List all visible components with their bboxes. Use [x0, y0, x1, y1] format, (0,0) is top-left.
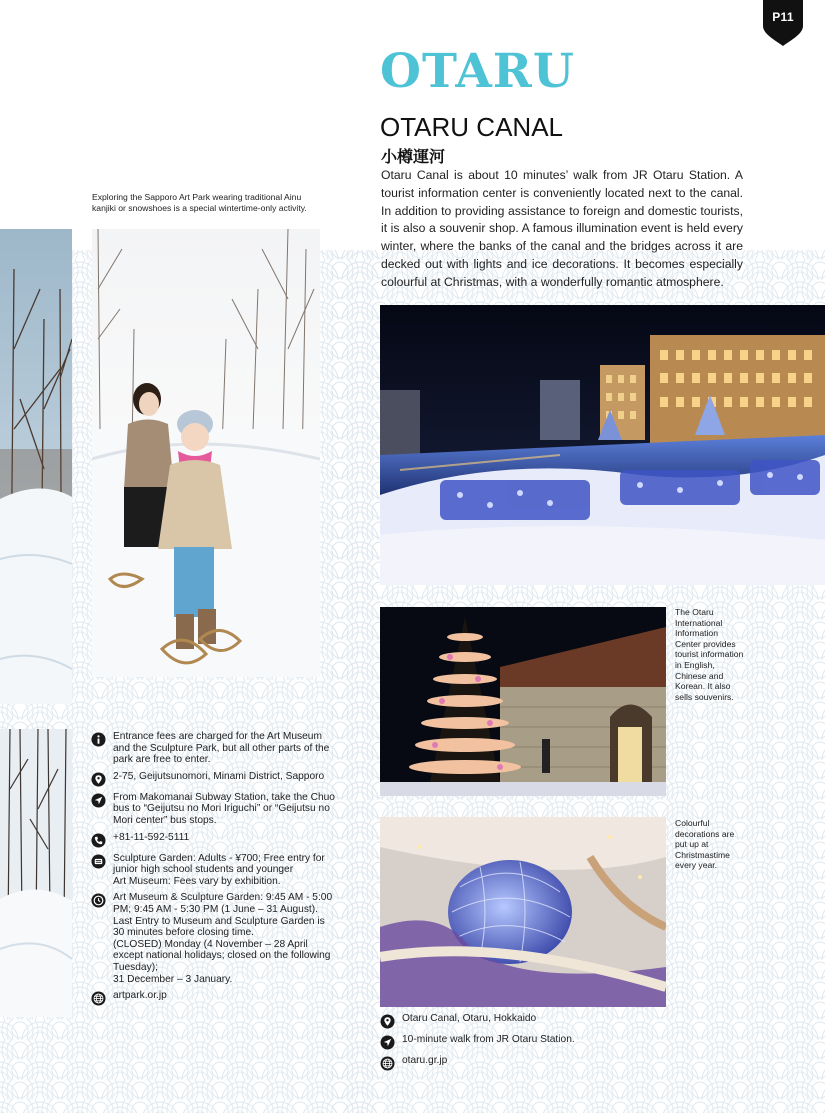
info-item: [380, 1034, 680, 1050]
globe-icon: [380, 1056, 395, 1071]
snowy-forest-photo: [0, 229, 72, 704]
info-item: [91, 771, 336, 787]
website-link[interactable]: otaru.gr.jp: [402, 1055, 448, 1066]
direction-arrow-icon: [91, 793, 106, 808]
access-text: 10-minute walk from JR Otaru Station.: [402, 1034, 575, 1045]
globe-icon: [91, 991, 106, 1006]
clock-icon: [91, 893, 106, 908]
city-title: OTARU: [380, 44, 575, 99]
snowshoe-walk-photo: [92, 229, 320, 677]
section-subtitle: 小樽運河: [381, 149, 446, 166]
location-pin-icon: [91, 772, 106, 787]
snowy-trees-photo: [0, 729, 72, 1017]
hours-text: Art Museum & Sculpture Garden: 9:45 AM - 5:00 PM; 9:45 AM - 5:30 PM (1 June – 31 August). Last Entry to Museum and Sculpture Garden is 30 minutes before closing time. (CLOSED) Monday (4 November – 28 April except national holidays; closed on the following Tuesday); 31 December – 3 January.: [113, 892, 333, 985]
page-number: P11: [772, 10, 794, 24]
website-link[interactable]: artpark.or.jp: [113, 990, 167, 1002]
fees-text: Sculpture Garden: Adults - ¥700; Free entry for junior high school students and younger Art Museum: Fees vary by exhibition.: [113, 852, 325, 887]
christmas-decorations-photo: [380, 817, 666, 1007]
address-text: 2-75, Geijutsunomori, Minami District, Sapporo: [113, 770, 325, 782]
location-pin-icon: [380, 1014, 395, 1029]
otaru-canal-night-photo: [380, 305, 825, 585]
intro-paragraph: Otaru Canal is about 10 minutes’ walk from JR Otaru Station. A tourist information center is conveniently located next to the canal. In addition to providing assistance to foreign and domestic tourists, it is also a souvenir shop. A famous illumination event is held every winter, where the banks of the canal and the bridges across it are decked out with lights and ice decorations. It becomes especially colourful at Christmas, with a wonderfully romantic atmosphere.: [381, 168, 743, 289]
phone-icon: [91, 833, 106, 848]
address-text: Otaru Canal, Otaru, Hokkaido: [402, 1013, 537, 1024]
access-text: From Makomanai Subway Station, take the Chuo bus to “Geijutsu no Mori Iriguchi” or “Geijutsu no Mori center” bus stops.: [113, 791, 335, 826]
info-item: [91, 853, 336, 888]
information-center-caption: The Otaru International Information Center provides tourist information in English, Chinese and Korean. It also sells souvenirs.: [675, 607, 744, 702]
info-item: [91, 792, 336, 827]
info-item: [380, 1013, 680, 1029]
info-item: [91, 832, 336, 848]
info-icon: [91, 732, 106, 747]
page-number-marker: [763, 0, 803, 46]
info-text: Entrance fees are charged for the Art Museum and the Sculpture Park, but all other parts of the park are free to enter.: [113, 731, 330, 766]
section-title: OTARU CANAL: [380, 112, 563, 142]
info-item: [91, 892, 336, 985]
canal-info-list: [380, 1013, 680, 1076]
info-item: [91, 990, 336, 1006]
phone-text: +81-11-592-5111: [113, 831, 190, 843]
art-park-info-list: [91, 731, 336, 1011]
direction-arrow-icon: [380, 1035, 395, 1050]
info-item: [91, 731, 336, 766]
snowshoe-photo-caption: Exploring the Sapporo Art Park wearing traditional Ainu kanjiki or snowshoes is a special wintertime-only activity.: [92, 192, 307, 213]
decorations-caption: Colourful decorations are put up at Christmastime every year.: [675, 818, 735, 871]
ticket-icon: [91, 854, 106, 869]
info-item: [380, 1055, 680, 1071]
information-center-photo: [380, 607, 666, 796]
